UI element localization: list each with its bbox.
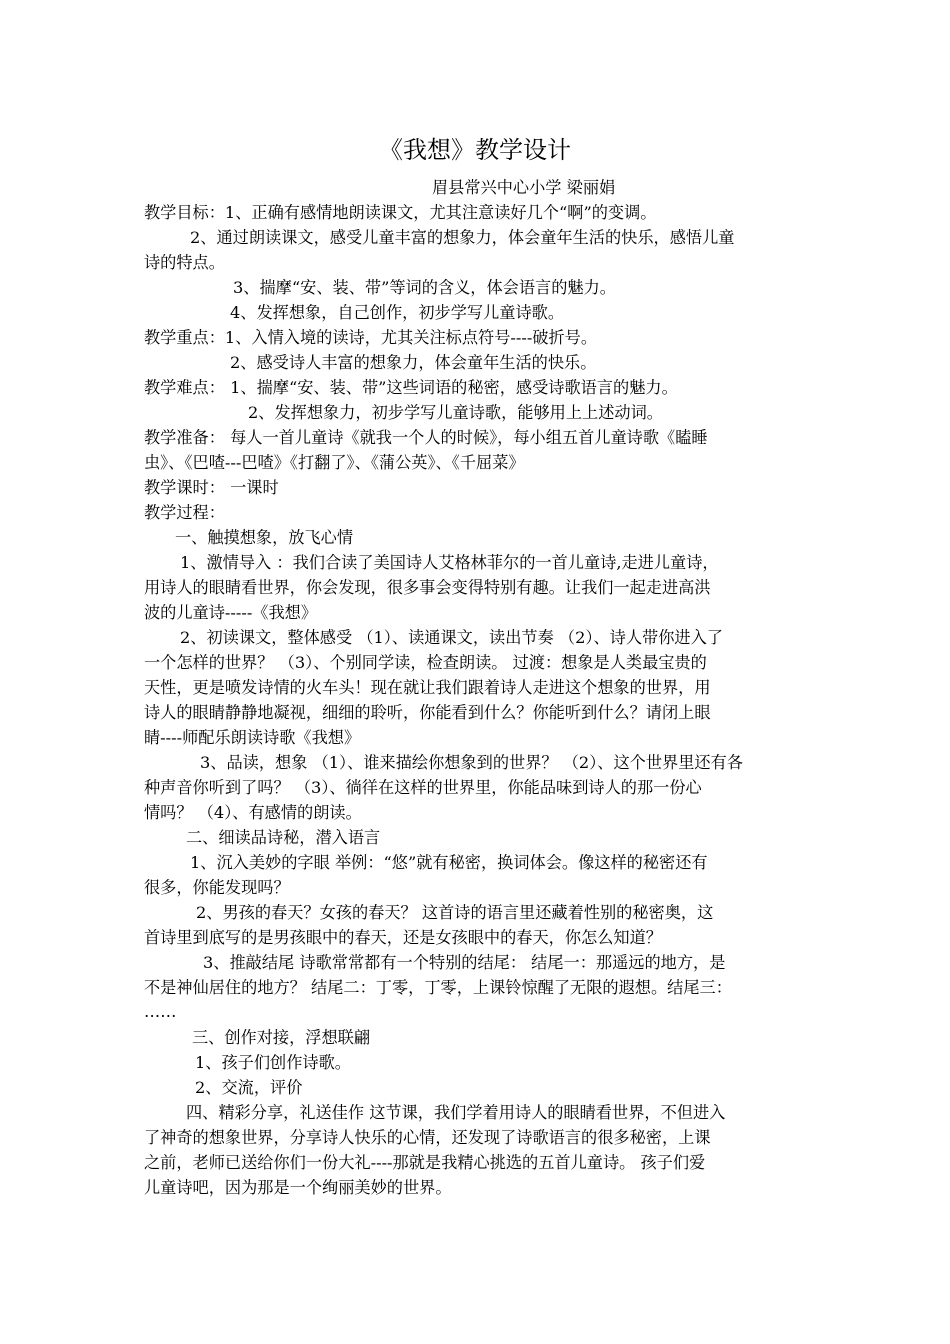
text-line: 诗人的眼睛静静地凝视，细细的聆听，你能看到什么？你能听到什么？请闭上眼	[144, 703, 711, 722]
section-heading: 一、触摸想象，放飞心情	[175, 528, 354, 547]
text-line: 首诗里到底写的是男孩眼中的春天，还是女孩眼中的春天，你怎么知道？	[144, 928, 662, 947]
text-line: 很多，你能发现吗？	[144, 878, 290, 897]
text-line: 教学准备： 每人一首儿童诗《就我一个人的时候》，每小组五首儿童诗歌《瞌睡	[144, 428, 708, 447]
text-line: 种声音你听到了吗？ （3）、徜徉在这样的世界里，你能品味到诗人的那一份心	[144, 778, 702, 797]
text-line: 诗的特点。	[144, 253, 225, 272]
author-line: 眉县常兴中心小学 梁丽娟	[432, 178, 616, 197]
section-heading: 三、创作对接，浮想联翩	[192, 1028, 371, 1047]
text-line: 教学过程：	[144, 503, 225, 522]
text-line: 教学目标：1、正确有感情地朗读课文，尤其注意读好几个“啊”的变调。	[144, 203, 657, 222]
text-line: 教学难点： 1、揣摩“安、装、带”这些词语的秘密，感受诗歌语言的魅力。	[144, 378, 678, 397]
text-line: 教学重点：1、入情入境的读诗，尤其关注标点符号----破折号。	[144, 328, 598, 347]
text-line: 用诗人的眼睛看世界，你会发现，很多事会变得特别有趣。让我们一起走进高洪	[144, 578, 711, 597]
text-line: 2、交流，评价	[195, 1078, 303, 1097]
text-line: 2、初读课文，整体感受 （1）、读通课文，读出节奏 （2）、诗人带你进入了	[180, 628, 723, 647]
text-line: 2、感受诗人丰富的想象力，体会童年生活的快乐。	[230, 353, 597, 372]
text-line: 1、孩子们创作诗歌。	[195, 1053, 351, 1072]
text-line: 虫》、《巴喳---巴喳》《打翻了》、《蒲公英》、《千屈菜》	[144, 453, 525, 472]
text-line: 教学课时： 一课时	[144, 478, 279, 497]
text-line: 天性，更是喷发诗情的火车头！现在就让我们跟着诗人走进这个想象的世界，用	[144, 678, 711, 697]
text-line: 3、揣摩“安、装、带”等词的含义，体会语言的魅力。	[233, 278, 616, 297]
text-line: 了神奇的想象世界，分享诗人快乐的心情，还发现了诗歌语言的很多秘密，上课	[144, 1128, 711, 1147]
section-heading: 二、细读品诗秘，潜入语言	[186, 828, 381, 847]
section-heading: 四、精彩分享，礼送佳作 这节课，我们学着用诗人的眼睛看世界，不但进入	[186, 1103, 726, 1122]
text-line: 3、品读，想象 （1）、谁来描绘你想象到的世界？ （2）、这个世界里还有各	[200, 753, 743, 772]
text-line: 睛----师配乐朗读诗歌《我想》	[144, 728, 361, 747]
text-line: 1、激情导入 ：我们合读了美国诗人艾格林菲尔的一首儿童诗,走进儿童诗，	[180, 553, 719, 572]
text-line: 一个怎样的世界？ （3）、个别同学读，检查朗读。 过渡：想象是人类最宝贵的	[144, 653, 707, 672]
document-title: 《我想》教学设计	[379, 136, 571, 164]
text-line: 儿童诗吧，因为那是一个绚丽美妙的世界。	[144, 1178, 452, 1197]
text-line: 2、男孩的春天？女孩的春天？ 这首诗的语言里还藏着性别的秘密奥，这	[196, 903, 714, 922]
text-line: 2、发挥想象力，初步学写儿童诗歌，能够用上上述动词。	[248, 403, 663, 422]
text-line: ……	[144, 1002, 177, 1021]
text-line: 2、通过朗读课文，感受儿童丰富的想象力，体会童年生活的快乐，感悟儿童	[190, 228, 735, 247]
text-line: 情吗？ （4）、有感情的朗读。	[144, 803, 362, 822]
text-line: 波的儿童诗-----《我想》	[144, 603, 318, 622]
text-line: 3、推敲结尾 诗歌常常都有一个特别的结尾： 结尾一：那遥远的地方，是	[203, 953, 726, 972]
text-line: 之前，老师已送给你们一份大礼----那就是我精心挑选的五首儿童诗。 孩子们爱	[144, 1153, 706, 1172]
text-line: 4、发挥想象，自己创作，初步学写儿童诗歌。	[230, 303, 565, 322]
text-line: 1、沉入美妙的字眼 举例：“悠”就有秘密，换词体会。像这样的秘密还有	[190, 853, 708, 872]
text-line: 不是神仙居住的地方？ 结尾二：丁零，丁零，上课铃惊醒了无限的遐想。结尾三：	[144, 978, 732, 997]
